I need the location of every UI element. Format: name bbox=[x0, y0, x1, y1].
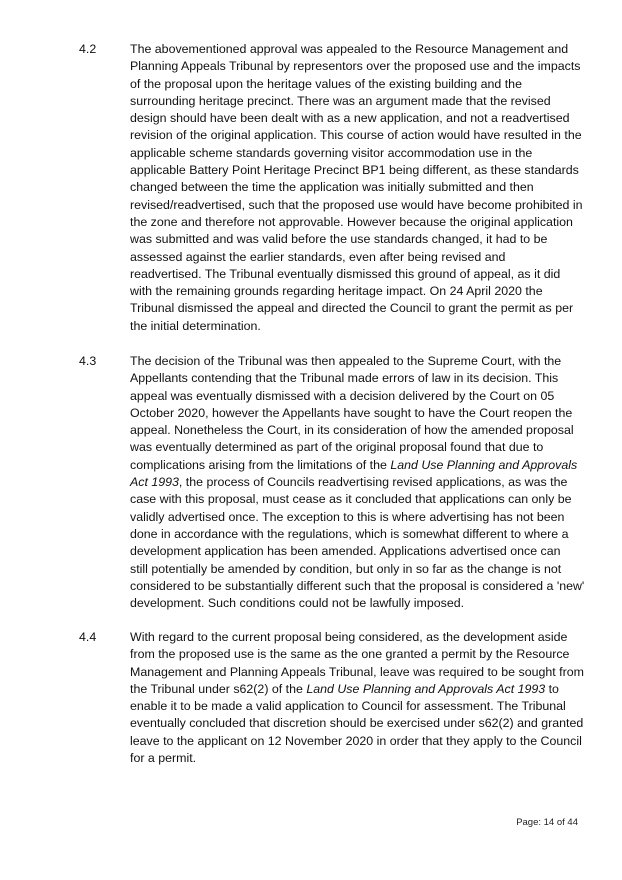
text-segment: the zone and therefore not approvable. However because the original application bbox=[130, 214, 573, 229]
text-segment: The abovementioned approval was appealed to the Resource Management and bbox=[130, 42, 569, 56]
paragraph-text bbox=[130, 41, 590, 335]
text-line bbox=[130, 162, 590, 179]
text-segment: applicable Battery Point Heritage Precinct BP1 being different, as these standards bbox=[130, 163, 579, 178]
text-segment: development application has been amended. Applications advertised once can bbox=[130, 544, 561, 559]
text-line bbox=[130, 318, 590, 335]
text-line bbox=[130, 681, 590, 698]
text-line bbox=[130, 76, 590, 93]
text-segment: assessed against the earlier standards, even after being revised and bbox=[130, 249, 506, 264]
text-line bbox=[130, 595, 590, 612]
text-segment: with the remaining grounds regarding heritage impact. On 24 April 2020 the bbox=[130, 284, 543, 299]
text-segment: still potentially be amended by condition, but only in so far as the change is not bbox=[130, 561, 562, 576]
text-line bbox=[130, 110, 590, 127]
text-segment: revised/readvertised, such that the proposed use would have become prohibited in bbox=[130, 197, 583, 212]
text-line bbox=[130, 439, 590, 456]
text-line bbox=[130, 526, 590, 543]
italic-text-segment: Land Use Planning and Approvals Act 1993 bbox=[306, 681, 546, 696]
text-line bbox=[130, 750, 590, 767]
text-line bbox=[130, 405, 590, 422]
text-line bbox=[130, 300, 590, 317]
text-line bbox=[130, 509, 590, 526]
text-segment: revision of the original application. This course of action would have resulted in the bbox=[130, 128, 582, 143]
text-segment: validly advertised once. The exception to this is where advertising has not been bbox=[130, 509, 565, 524]
italic-text-segment: Act 1993 bbox=[130, 475, 179, 490]
text-line bbox=[130, 93, 590, 110]
text-segment: readvertised. The Tribunal eventually dismissed this ground of appeal, as it did bbox=[130, 266, 561, 281]
paragraph-number: 4.4 bbox=[79, 630, 97, 644]
text-segment: appeal. Nonetheless the Court, in its consideration of how the amended proposal bbox=[130, 423, 574, 438]
text-segment: The decision of the Tribunal was then appealed to the Supreme Court, with the bbox=[130, 354, 562, 368]
text-line bbox=[130, 491, 590, 508]
text-segment: October 2020, however the Appellants have sought to have the Court reopen the bbox=[130, 405, 573, 420]
text-line bbox=[130, 283, 590, 300]
text-segment: complications arising from the limitations of the bbox=[130, 457, 391, 472]
text-segment: changed between the time the application was initially submitted and then bbox=[130, 180, 534, 195]
text-line bbox=[130, 353, 590, 370]
paragraph-number: 4.3 bbox=[79, 354, 97, 368]
text-line bbox=[130, 231, 590, 248]
text-line bbox=[130, 543, 590, 560]
text-segment: Tribunal dismissed the appeal and directed the Council to grant the permit as per bbox=[130, 301, 574, 316]
text-segment: , the process of Councils readvertising revised applications, as was the bbox=[178, 475, 568, 490]
text-segment: for a permit. bbox=[130, 751, 197, 766]
text-line bbox=[130, 41, 590, 58]
text-line bbox=[130, 698, 590, 715]
text-line bbox=[130, 370, 590, 387]
text-line bbox=[130, 58, 590, 75]
text-line bbox=[130, 266, 590, 283]
text-segment: the initial determination. bbox=[130, 318, 261, 333]
text-segment: was submitted and was valid before the use standards changed, it had to be bbox=[130, 232, 548, 247]
text-segment: appeal was eventually dismissed with a decision delivered by the Court on 05 bbox=[130, 388, 555, 403]
text-segment: Appellants contending that the Tribunal made errors of law in its decision. This bbox=[130, 371, 559, 386]
text-segment: development. Such conditions could not be lawfully imposed. bbox=[130, 596, 465, 611]
text-line bbox=[130, 249, 590, 266]
text-line bbox=[130, 715, 590, 732]
text-line bbox=[130, 474, 590, 491]
text-segment: from the proposed use is the same as the one granted a permit by the Resource bbox=[130, 647, 570, 662]
text-segment: Management and Planning Appeals Tribunal, leave was required to be sought from bbox=[130, 664, 584, 679]
text-line bbox=[130, 629, 590, 646]
text-segment: the Tribunal under s62(2) of the bbox=[130, 681, 307, 696]
text-segment: applicable scheme standards governing visitor accommodation use in the bbox=[130, 145, 533, 160]
text-segment: Planning Appeals Tribunal by representors over the proposed use and the impacts bbox=[130, 59, 581, 74]
text-line bbox=[130, 197, 590, 214]
text-segment: enable it to be made a valid application to Council for assessment. The Tribunal bbox=[130, 699, 566, 714]
text-segment: design should have been dealt with as a new application, and not a readvertised bbox=[130, 111, 570, 126]
italic-text-segment: Land Use Planning and Approvals bbox=[390, 457, 578, 472]
text-line bbox=[130, 664, 590, 681]
text-line bbox=[130, 457, 590, 474]
text-line bbox=[130, 179, 590, 196]
text-line bbox=[130, 646, 590, 663]
text-line bbox=[130, 214, 590, 231]
text-segment: was eventually determined as part of the original proposal found that due to bbox=[130, 440, 544, 455]
text-segment: of the proposal upon the heritage values of the existing building and the bbox=[130, 76, 522, 91]
text-segment: to bbox=[545, 681, 559, 696]
paragraph-number: 4.2 bbox=[79, 42, 97, 56]
text-line bbox=[130, 127, 590, 144]
text-segment: case with this proposal, must cease as it concluded that applications can only be bbox=[130, 492, 572, 507]
text-line bbox=[130, 145, 590, 162]
text-segment: leave to the applicant on 12 November 2020 in order that they apply to the Council bbox=[130, 733, 582, 748]
text-line bbox=[130, 578, 590, 595]
text-line bbox=[130, 733, 590, 750]
text-segment: eventually concluded that discretion should be exercised under s62(2) and granted bbox=[130, 716, 584, 731]
text-segment: surrounding heritage precinct. There was an argument made that the revised bbox=[130, 93, 551, 108]
text-segment: considered to be substantially different such that the proposal is considered a 'new' bbox=[130, 578, 585, 593]
paragraph-text bbox=[130, 353, 590, 612]
text-line bbox=[130, 422, 590, 439]
text-segment: With regard to the current proposal being considered, as the development aside bbox=[130, 630, 568, 644]
text-segment: done in accordance with the regulations, which is somewhat different to where a bbox=[130, 526, 569, 541]
page-number-footer: Page: 14 of 44 bbox=[516, 817, 578, 828]
paragraph-text bbox=[130, 629, 590, 767]
text-line bbox=[130, 561, 590, 578]
text-line bbox=[130, 388, 590, 405]
